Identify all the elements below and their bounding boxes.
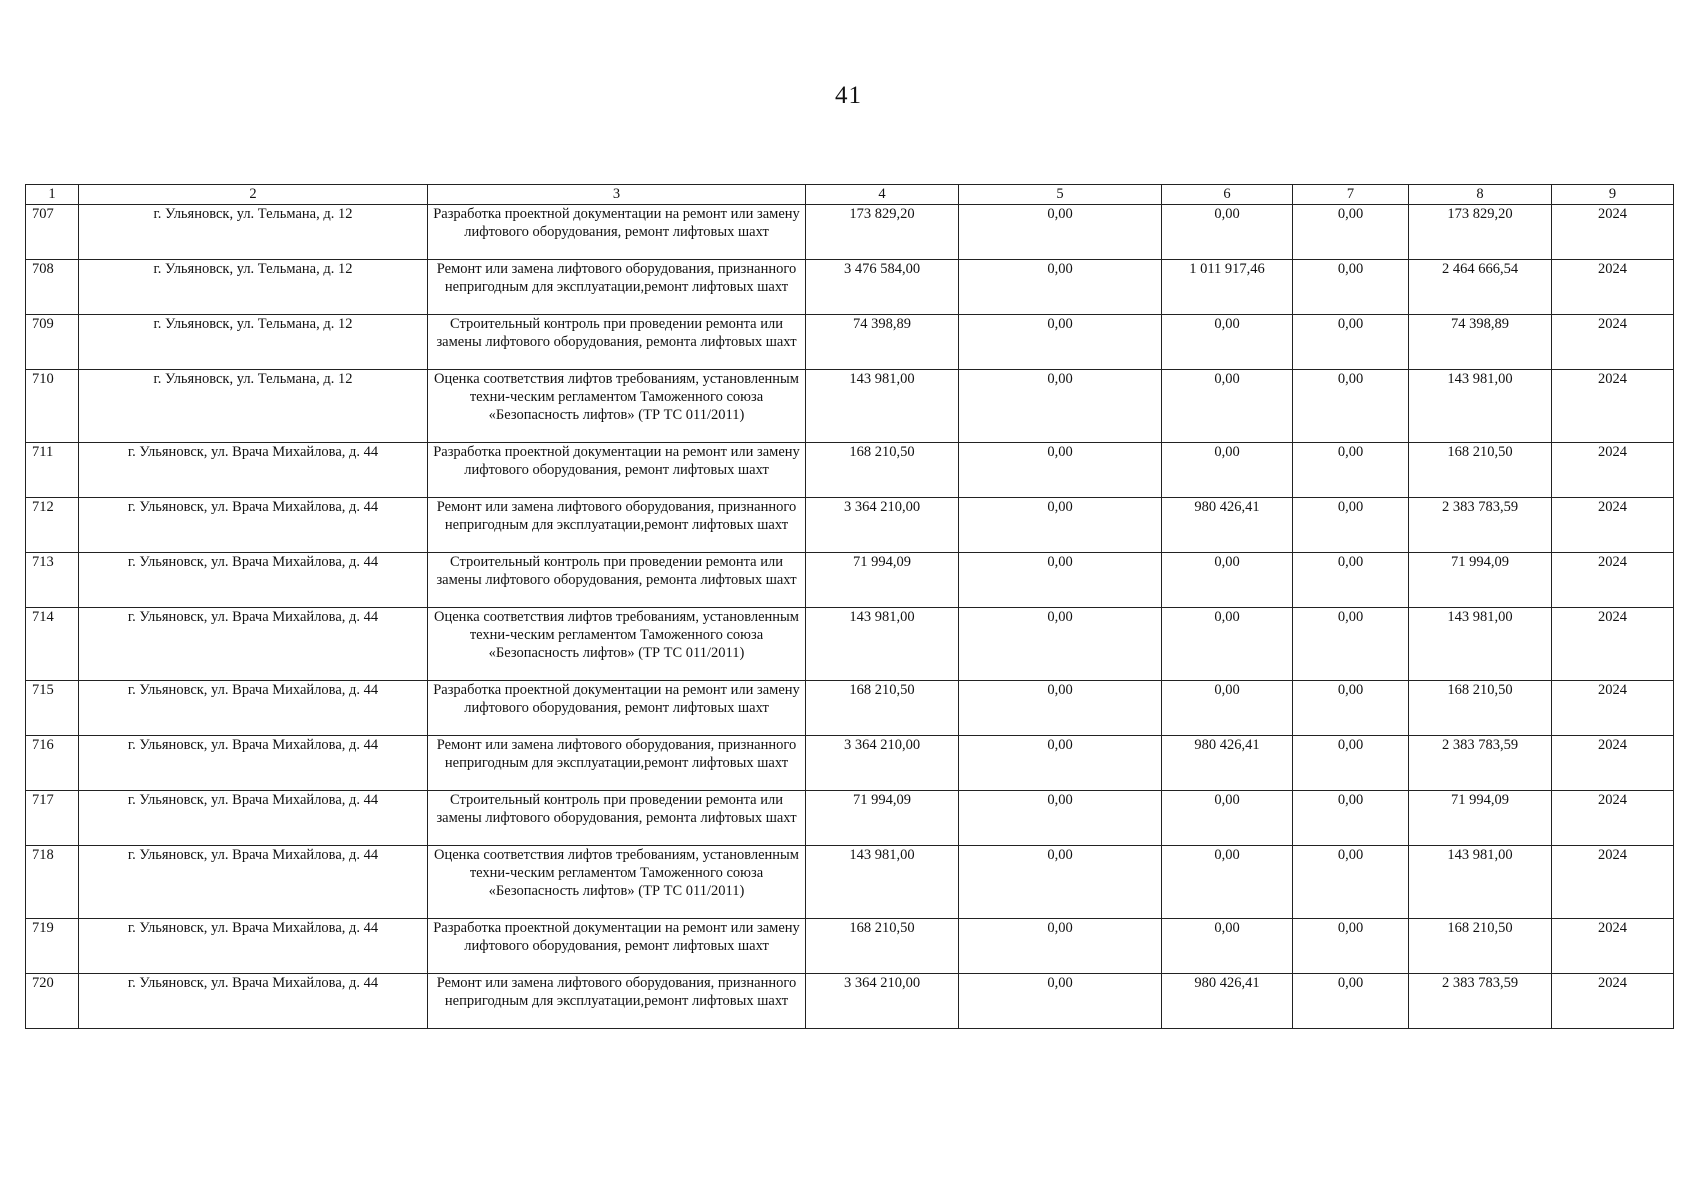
page-number: 41 (835, 82, 862, 109)
year-cell: 2024 (1552, 370, 1674, 443)
work-type-cell: Разработка проектной документации на ремонт или замену лифтового оборудования, ремонт лифтовых шахт (428, 443, 806, 498)
work-type-cell: Оценка соответствия лифтов требованиям, установленным техни-ческим регламентом Таможенного союза «Безопасность лифтов» (ТР ТС 011/2011) (428, 608, 806, 681)
row-number: 714 (26, 608, 79, 681)
address-cell: г. Ульяновск, ул. Врача Михайлова, д. 44 (79, 919, 428, 974)
address-cell: г. Ульяновск, ул. Врача Михайлова, д. 44 (79, 974, 428, 1029)
year-cell: 2024 (1552, 791, 1674, 846)
value-cell-5: 0,00 (959, 553, 1162, 608)
value-cell-4: 3 364 210,00 (806, 736, 959, 791)
value-cell-4: 168 210,50 (806, 919, 959, 974)
value-cell-8: 168 210,50 (1409, 443, 1552, 498)
table-row (26, 370, 1674, 443)
value-cell-6: 980 426,41 (1162, 736, 1293, 791)
value-cell-5: 0,00 (959, 681, 1162, 736)
address-cell: г. Ульяновск, ул. Врача Михайлова, д. 44 (79, 846, 428, 919)
value-cell-4: 168 210,50 (806, 443, 959, 498)
row-number: 710 (26, 370, 79, 443)
value-cell-5: 0,00 (959, 260, 1162, 315)
value-cell-7: 0,00 (1293, 498, 1409, 553)
year-cell: 2024 (1552, 553, 1674, 608)
row-number: 709 (26, 315, 79, 370)
value-cell-5: 0,00 (959, 608, 1162, 681)
year-cell: 2024 (1552, 681, 1674, 736)
address-cell: г. Ульяновск, ул. Врача Михайлова, д. 44 (79, 608, 428, 681)
year-cell: 2024 (1552, 608, 1674, 681)
value-cell-7: 0,00 (1293, 846, 1409, 919)
table-row (26, 736, 1674, 791)
column-header: 1 (26, 185, 79, 205)
value-cell-6: 0,00 (1162, 553, 1293, 608)
work-type-cell: Ремонт или замена лифтового оборудования, признанного непригодным для эксплуатации,ремонт лифтовых шахт (428, 736, 806, 791)
row-number: 719 (26, 919, 79, 974)
value-cell-7: 0,00 (1293, 370, 1409, 443)
work-type-cell: Разработка проектной документации на ремонт или замену лифтового оборудования, ремонт лифтовых шахт (428, 205, 806, 260)
row-number: 708 (26, 260, 79, 315)
table-row (26, 498, 1674, 553)
row-number: 715 (26, 681, 79, 736)
row-number: 712 (26, 498, 79, 553)
value-cell-5: 0,00 (959, 791, 1162, 846)
value-cell-7: 0,00 (1293, 443, 1409, 498)
table-row (26, 443, 1674, 498)
value-cell-8: 143 981,00 (1409, 370, 1552, 443)
year-cell: 2024 (1552, 846, 1674, 919)
row-number: 717 (26, 791, 79, 846)
address-cell: г. Ульяновск, ул. Тельмана, д. 12 (79, 260, 428, 315)
value-cell-8: 173 829,20 (1409, 205, 1552, 260)
value-cell-8: 2 464 666,54 (1409, 260, 1552, 315)
work-type-cell: Ремонт или замена лифтового оборудования, признанного непригодным для эксплуатации,ремонт лифтовых шахт (428, 974, 806, 1029)
column-header: 8 (1409, 185, 1552, 205)
value-cell-4: 143 981,00 (806, 608, 959, 681)
column-header: 9 (1552, 185, 1674, 205)
value-cell-6: 0,00 (1162, 681, 1293, 736)
value-cell-6: 1 011 917,46 (1162, 260, 1293, 315)
value-cell-5: 0,00 (959, 498, 1162, 553)
year-cell: 2024 (1552, 919, 1674, 974)
work-type-cell: Оценка соответствия лифтов требованиям, установленным техни-ческим регламентом Таможенного союза «Безопасность лифтов» (ТР ТС 011/2011) (428, 370, 806, 443)
value-cell-7: 0,00 (1293, 608, 1409, 681)
row-number: 720 (26, 974, 79, 1029)
value-cell-7: 0,00 (1293, 791, 1409, 846)
address-cell: г. Ульяновск, ул. Тельмана, д. 12 (79, 370, 428, 443)
value-cell-5: 0,00 (959, 315, 1162, 370)
value-cell-4: 74 398,89 (806, 315, 959, 370)
value-cell-7: 0,00 (1293, 205, 1409, 260)
table-row (26, 205, 1674, 260)
year-cell: 2024 (1552, 443, 1674, 498)
value-cell-8: 168 210,50 (1409, 919, 1552, 974)
value-cell-6: 0,00 (1162, 370, 1293, 443)
table-row (26, 919, 1674, 974)
value-cell-7: 0,00 (1293, 919, 1409, 974)
value-cell-6: 0,00 (1162, 205, 1293, 260)
column-header: 5 (959, 185, 1162, 205)
address-cell: г. Ульяновск, ул. Врача Михайлова, д. 44 (79, 498, 428, 553)
value-cell-7: 0,00 (1293, 736, 1409, 791)
value-cell-8: 71 994,09 (1409, 553, 1552, 608)
table-row (26, 553, 1674, 608)
table-row (26, 608, 1674, 681)
address-cell: г. Ульяновск, ул. Тельмана, д. 12 (79, 205, 428, 260)
value-cell-4: 71 994,09 (806, 553, 959, 608)
work-type-cell: Оценка соответствия лифтов требованиям, установленным техни-ческим регламентом Таможенного союза «Безопасность лифтов» (ТР ТС 011/2011) (428, 846, 806, 919)
value-cell-4: 143 981,00 (806, 370, 959, 443)
value-cell-6: 0,00 (1162, 608, 1293, 681)
works-table (25, 184, 1674, 1029)
address-cell: г. Ульяновск, ул. Врача Михайлова, д. 44 (79, 736, 428, 791)
column-header: 4 (806, 185, 959, 205)
value-cell-8: 2 383 783,59 (1409, 498, 1552, 553)
value-cell-6: 980 426,41 (1162, 974, 1293, 1029)
value-cell-8: 143 981,00 (1409, 846, 1552, 919)
value-cell-7: 0,00 (1293, 553, 1409, 608)
value-cell-4: 173 829,20 (806, 205, 959, 260)
row-number: 716 (26, 736, 79, 791)
value-cell-7: 0,00 (1293, 315, 1409, 370)
work-type-cell: Разработка проектной документации на ремонт или замену лифтового оборудования, ремонт лифтовых шахт (428, 681, 806, 736)
column-header: 2 (79, 185, 428, 205)
value-cell-5: 0,00 (959, 919, 1162, 974)
table-row (26, 974, 1674, 1029)
column-header: 6 (1162, 185, 1293, 205)
row-number: 707 (26, 205, 79, 260)
value-cell-6: 0,00 (1162, 846, 1293, 919)
address-cell: г. Ульяновск, ул. Врача Михайлова, д. 44 (79, 681, 428, 736)
value-cell-7: 0,00 (1293, 260, 1409, 315)
value-cell-4: 3 364 210,00 (806, 498, 959, 553)
value-cell-6: 0,00 (1162, 919, 1293, 974)
value-cell-6: 0,00 (1162, 791, 1293, 846)
value-cell-8: 143 981,00 (1409, 608, 1552, 681)
value-cell-8: 2 383 783,59 (1409, 974, 1552, 1029)
table-row (26, 791, 1674, 846)
work-type-cell: Разработка проектной документации на ремонт или замену лифтового оборудования, ремонт лифтовых шахт (428, 919, 806, 974)
value-cell-4: 168 210,50 (806, 681, 959, 736)
value-cell-5: 0,00 (959, 370, 1162, 443)
year-cell: 2024 (1552, 498, 1674, 553)
value-cell-4: 3 476 584,00 (806, 260, 959, 315)
year-cell: 2024 (1552, 205, 1674, 260)
column-header: 3 (428, 185, 806, 205)
value-cell-4: 143 981,00 (806, 846, 959, 919)
work-type-cell: Строительный контроль при проведении ремонта или замены лифтового оборудования, ремонта лифтовых шахт (428, 315, 806, 370)
work-type-cell: Ремонт или замена лифтового оборудования, признанного непригодным для эксплуатации,ремонт лифтовых шахт (428, 498, 806, 553)
table-row (26, 260, 1674, 315)
year-cell: 2024 (1552, 315, 1674, 370)
year-cell: 2024 (1552, 736, 1674, 791)
value-cell-8: 71 994,09 (1409, 791, 1552, 846)
value-cell-5: 0,00 (959, 205, 1162, 260)
value-cell-6: 0,00 (1162, 315, 1293, 370)
address-cell: г. Ульяновск, ул. Тельмана, д. 12 (79, 315, 428, 370)
work-type-cell: Ремонт или замена лифтового оборудования, признанного непригодным для эксплуатации,ремонт лифтовых шахт (428, 260, 806, 315)
address-cell: г. Ульяновск, ул. Врача Михайлова, д. 44 (79, 553, 428, 608)
table-row (26, 846, 1674, 919)
work-type-cell: Строительный контроль при проведении ремонта или замены лифтового оборудования, ремонта лифтовых шахт (428, 791, 806, 846)
value-cell-5: 0,00 (959, 846, 1162, 919)
value-cell-4: 71 994,09 (806, 791, 959, 846)
row-number: 711 (26, 443, 79, 498)
work-type-cell: Строительный контроль при проведении ремонта или замены лифтового оборудования, ремонта лифтовых шахт (428, 553, 806, 608)
address-cell: г. Ульяновск, ул. Врача Михайлова, д. 44 (79, 791, 428, 846)
table-row (26, 315, 1674, 370)
year-cell: 2024 (1552, 260, 1674, 315)
value-cell-5: 0,00 (959, 443, 1162, 498)
value-cell-5: 0,00 (959, 736, 1162, 791)
value-cell-5: 0,00 (959, 974, 1162, 1029)
header-row (26, 185, 1674, 205)
value-cell-7: 0,00 (1293, 681, 1409, 736)
row-number: 718 (26, 846, 79, 919)
value-cell-4: 3 364 210,00 (806, 974, 959, 1029)
year-cell: 2024 (1552, 974, 1674, 1029)
value-cell-6: 0,00 (1162, 443, 1293, 498)
value-cell-8: 2 383 783,59 (1409, 736, 1552, 791)
value-cell-8: 74 398,89 (1409, 315, 1552, 370)
table-row (26, 681, 1674, 736)
value-cell-7: 0,00 (1293, 974, 1409, 1029)
row-number: 713 (26, 553, 79, 608)
value-cell-8: 168 210,50 (1409, 681, 1552, 736)
address-cell: г. Ульяновск, ул. Врача Михайлова, д. 44 (79, 443, 428, 498)
value-cell-6: 980 426,41 (1162, 498, 1293, 553)
column-header: 7 (1293, 185, 1409, 205)
